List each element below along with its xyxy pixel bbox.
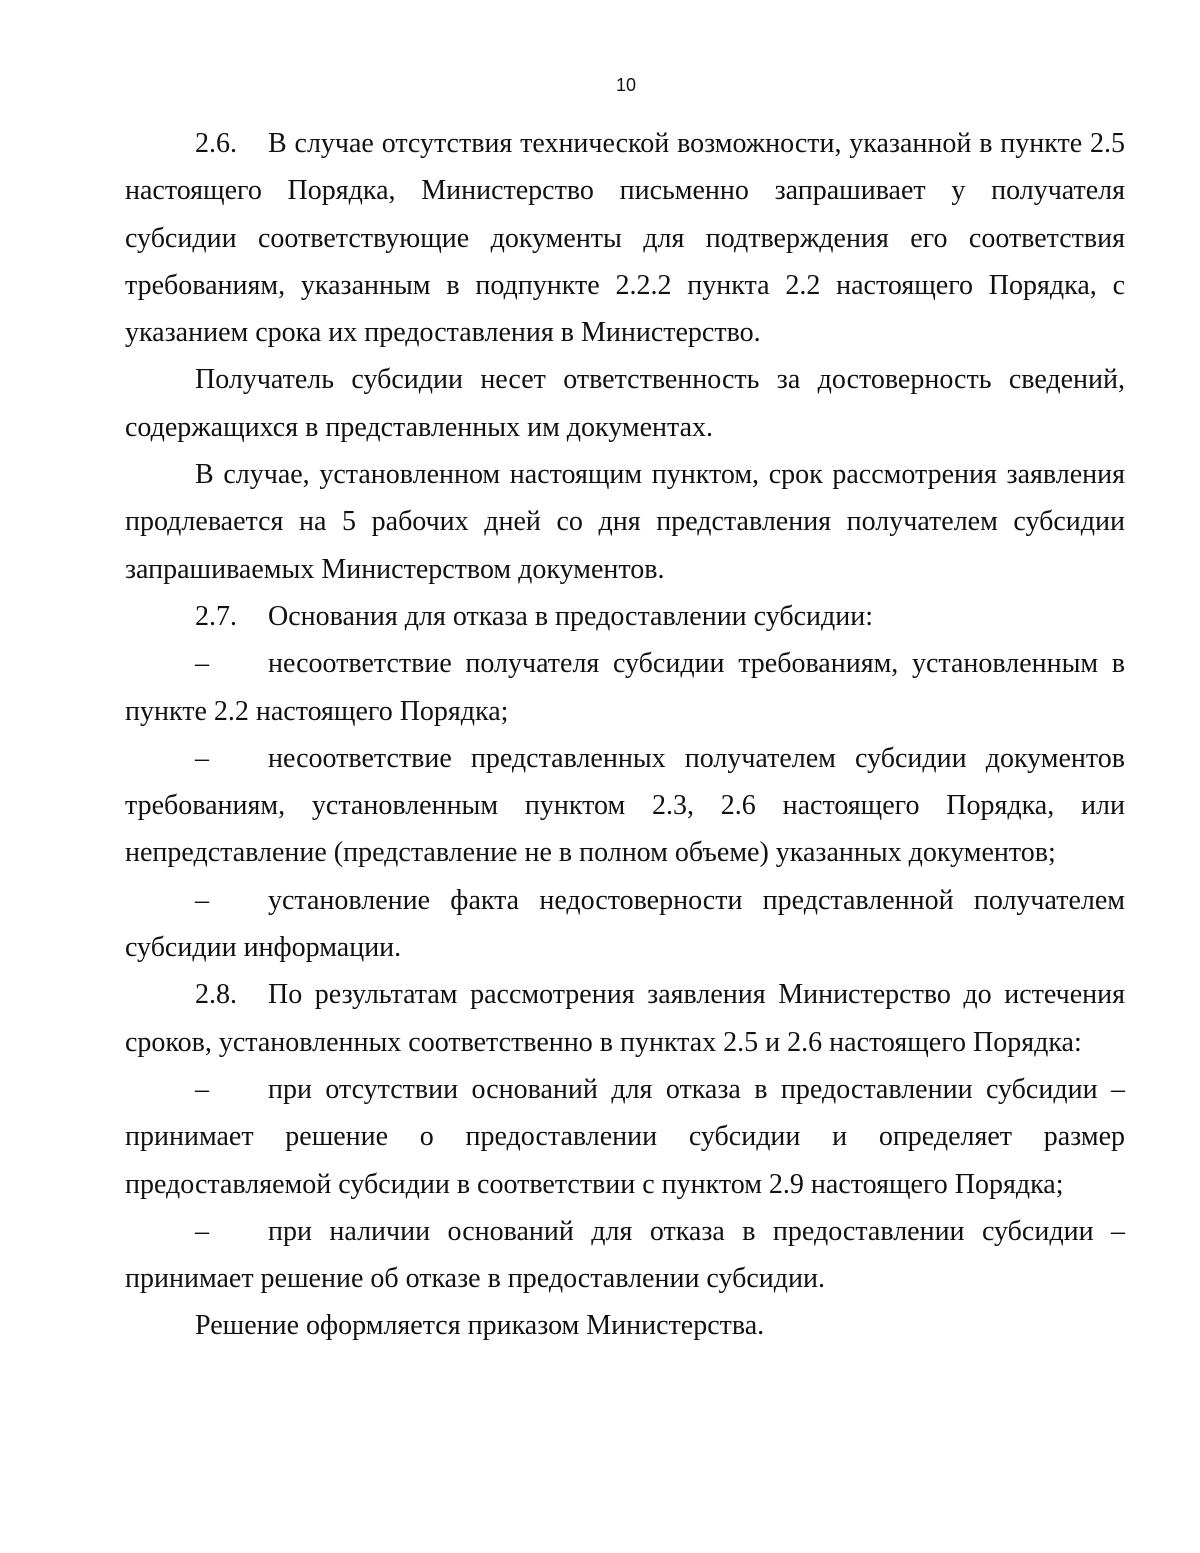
list-dash: –: [195, 742, 209, 774]
paragraph-decision-order: [125, 1302, 1125, 1349]
paragraph-text: В случае, установленном настоящим пунктом, срок рассмотрения заявления продлевается на 5 рабочих дней со дня представления получателем субсидии запрашиваемых Министерством документов.: [125, 459, 1125, 585]
list-item-text: при наличии оснований для отказа в предоставлении субсидии – принимает решение об отказе в предоставлении субсидии.: [125, 1215, 1125, 1295]
paragraph-2-7: [125, 593, 1125, 640]
paragraph-text: В случае отсутствия технической возможности, указанной в пункте 2.5 настоящего Порядка, Министерство письменно запрашивает у получателя субсидии соответствующие документы для подтверждения его соответствия требованиям, указанным в подпункте 2.2.2 пункта 2.2 настоящего Порядка, с указанием срока их предоставления в Министерство.: [125, 128, 1125, 349]
list-item-text: при отсутствии оснований для отказа в предоставлении субсидии – принимает решение о предоставлении субсидии и определяет размер предоставляемой субсидии в соответствии с пунктом 2.9 настоящего Порядка;: [125, 1073, 1125, 1200]
list-dash: –: [195, 648, 209, 680]
document-body: [125, 120, 1125, 1350]
paragraph-number: 2.6.: [195, 128, 237, 159]
list-dash: –: [195, 1215, 209, 1247]
paragraph-number: 2.7.: [195, 600, 237, 632]
list-item-refusal-2: [125, 735, 1125, 877]
list-item-decision-2: [125, 1208, 1125, 1303]
list-item-refusal-3: [125, 877, 1125, 972]
list-item-text: несоответствие получателя субсидии требованиям, установленным в пункте 2.2 настоящего Порядка;: [125, 648, 1125, 727]
paragraph-text: Основания для отказа в предоставлении субсидии:: [268, 600, 874, 632]
list-item-refusal-1: [125, 640, 1125, 735]
list-item-text: несоответствие представленных получателем субсидии документов требованиям, установленным пунктом 2.3, 2.6 настоящего Порядка, или непредставление (представление не в полном объеме) указанных документов;: [125, 742, 1125, 869]
list-dash: –: [195, 1073, 209, 1105]
paragraph-number: 2.8.: [195, 979, 237, 1011]
paragraph-term-extension: [125, 451, 1125, 593]
paragraph-2-6: [125, 120, 1125, 356]
paragraph-2-8: [125, 971, 1125, 1066]
paragraph-responsibility: [125, 356, 1125, 451]
list-item-decision-1: [125, 1066, 1125, 1208]
page-number: 10: [615, 75, 637, 95]
list-item-text: установление факта недостоверности представленной получателем субсидии информации.: [125, 884, 1125, 964]
list-dash: –: [195, 884, 209, 916]
paragraph-text: Решение оформляется приказом Министерства.: [195, 1310, 765, 1342]
paragraph-text: По результатам рассмотрения заявления Министерство до истечения сроков, установленных соответственно в пунктах 2.5 и 2.6 настоящего Порядка:: [125, 979, 1125, 1058]
paragraph-text: Получатель субсидии несет ответственность за достоверность сведений, содержащихся в представленных им документах.: [125, 364, 1125, 443]
